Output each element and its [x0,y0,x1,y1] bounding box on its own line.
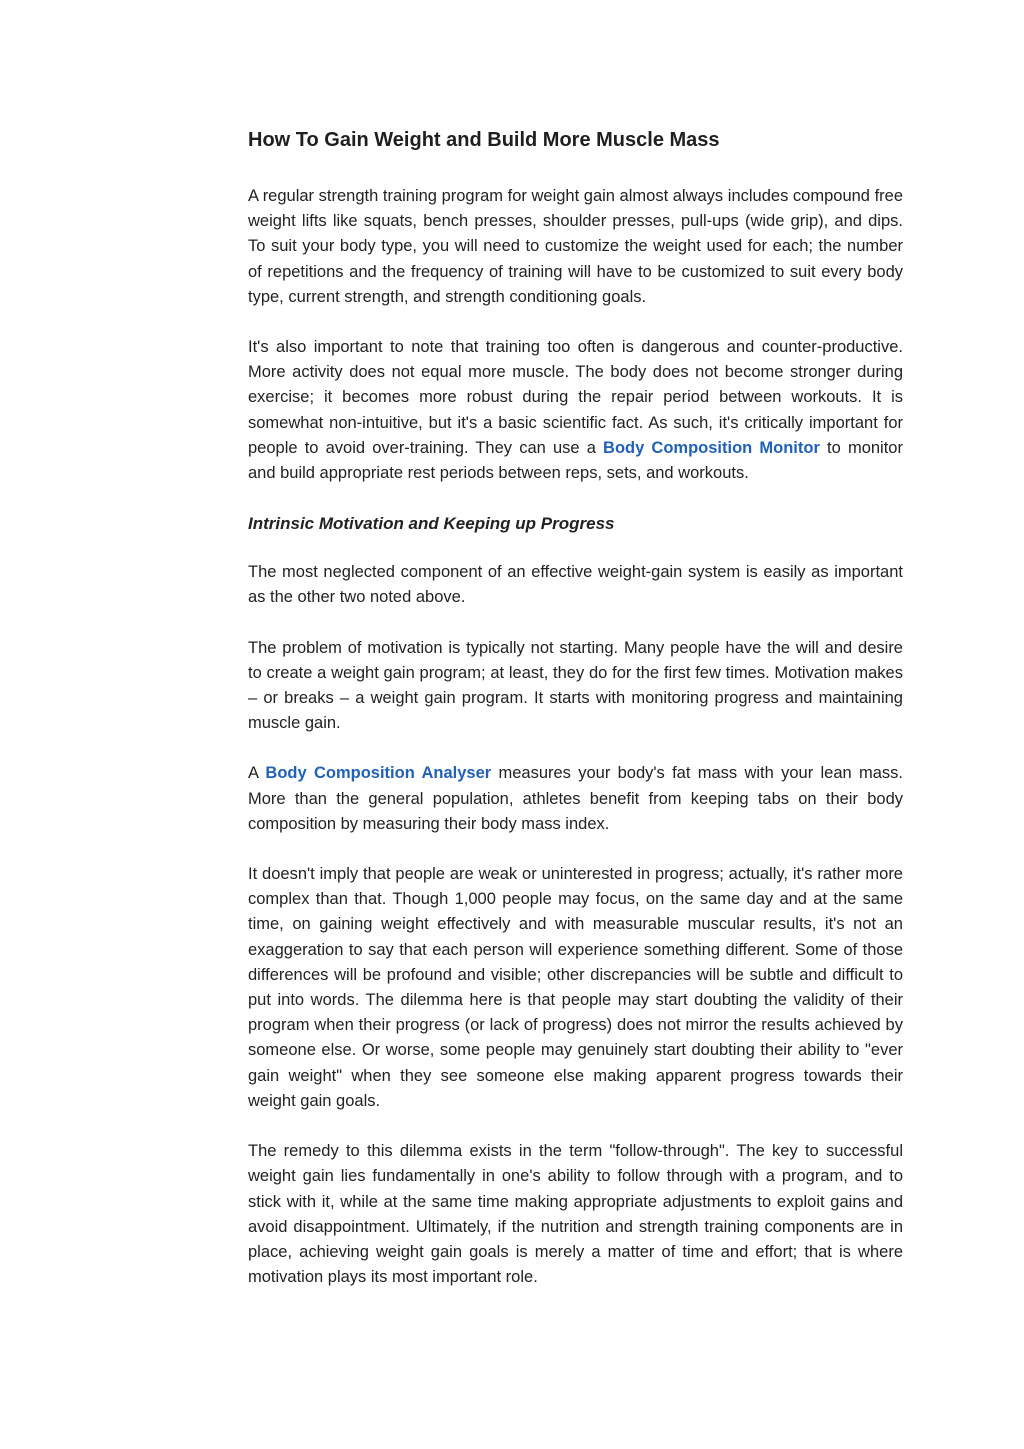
paragraph-strength-training: A regular strength training program for weight gain almost always includes compound free weight lifts like squats, bench presses, shoulder presses, pull-ups (wide grip), and dips. To suit your body type, you will need to customize the weight used for each; the number of repetitions and the frequency of training will have to be customized to suit every body type, current strength, and strength conditioning goals. [248,187,903,306]
article-title: How To Gain Weight and Build More Muscle Mass [248,129,720,151]
paragraph-follow-through: The remedy to this dilemma exists in the term "follow-through". The key to successful weight gain lies fundamentally in one's ability to follow through with a program, and to stick with it, while at the same time making appropriate adjustments to exploit gains and avoid disappointment. Ultimately, if the nutrition and strength training components are in place, achieving weight gain goals is merely a matter of time and effort; that is where motivation plays its most important role. [248,1142,903,1287]
body-composition-analyser-link[interactable]: Body Composition Analyser [265,764,492,783]
section-subheading: Intrinsic Motivation and Keeping up Progress [248,514,615,534]
paragraph-overtraining [248,335,903,486]
paragraph-text: to monitor and build appropriate rest periods between reps, sets, and workouts. [248,438,903,483]
paragraph-text: A [248,764,266,783]
paragraph-progress-complexity: It doesn't imply that people are weak or uninterested in progress; actually, it's rather more complex than that. Though 1,000 people may focus, on the same day and at the same time, on gaining weight effectively and with measurable muscular results, it's not an exaggeration to say that each person will experience something different. Some of those differences will be profound and visible; other discrepancies will be subtle and difficult to put into words. The dilemma here is that people may start doubting the validity of their program when their progress (or lack of progress) does not mirror the results achieved by someone else. Or worse, some people may genuinely start doubting their ability to "ever gain weight" when they see someone else making apparent progress towards their weight gain goals. [248,865,903,1110]
paragraph-text: measures your body's fat mass with your lean mass. More than the general population, athletes benefit from keeping tabs on their body composition by measuring their body mass index. [248,764,903,833]
paragraph-analyser [248,761,903,837]
document-page [248,126,903,1315]
paragraph-neglected-component: The most neglected component of an effective weight-gain system is easily as important as the other two noted above. [248,563,903,607]
body-composition-monitor-link[interactable]: Body Composition Monitor [603,438,820,457]
paragraph-text: It's also important to note that training too often is dangerous and counter-productive. More activity does not equal more muscle. The body does not become stronger during exercise; it becomes more robust during the repair period between workouts. It is somewhat non-intuitive, but it's a basic scientific fact. As such, it's critically important for people to avoid over-training. They can use a [248,338,903,457]
paragraph-motivation-problem: The problem of motivation is typically not starting. Many people have the will and desire to create a weight gain program; at least, they do for the first few times. Motivation makes – or breaks – a weight gain program. It starts with monitoring progress and maintaining muscle gain. [248,638,903,733]
